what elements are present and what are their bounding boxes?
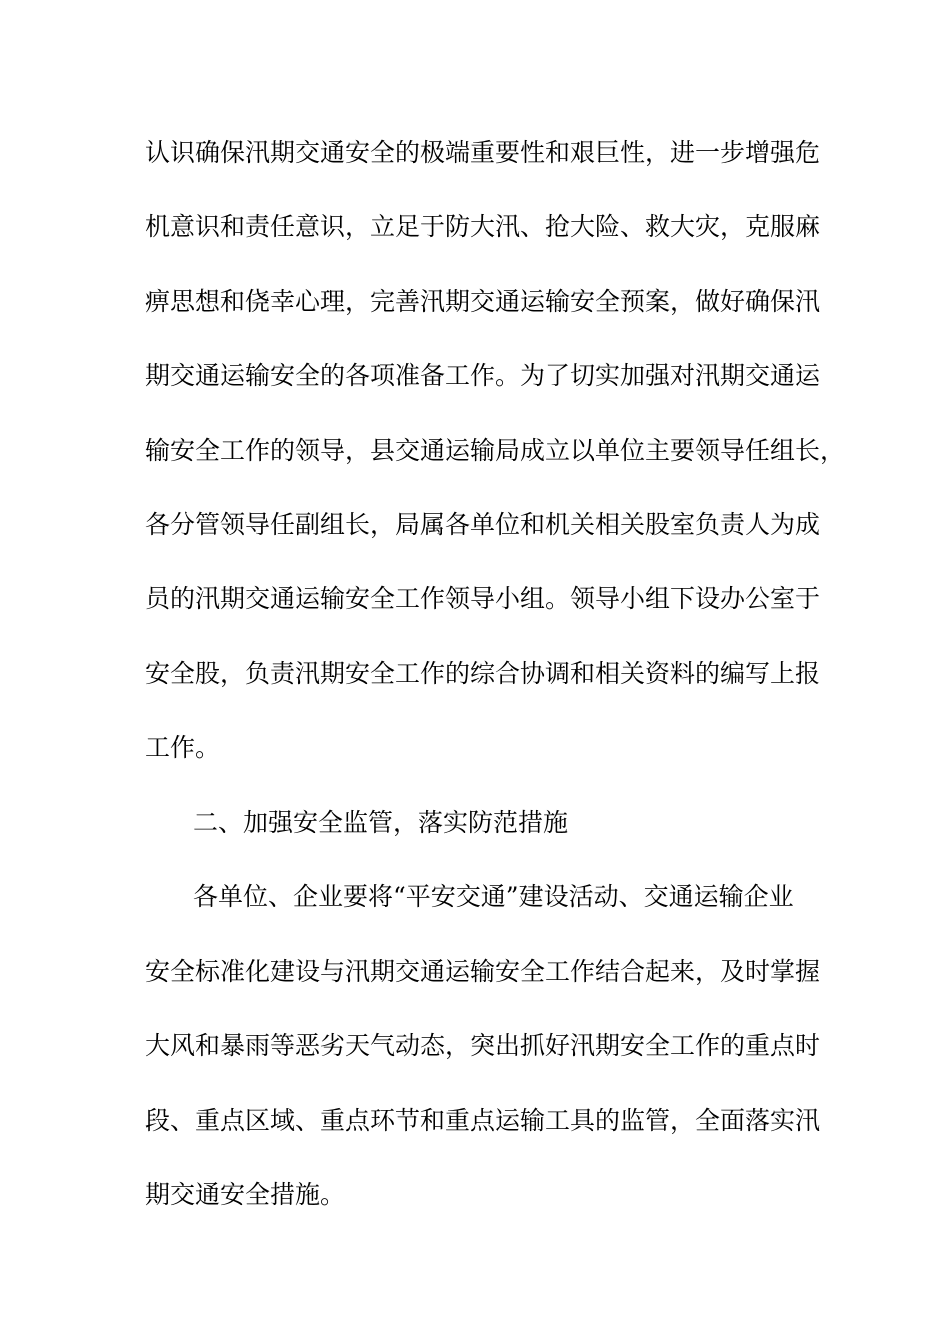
paragraph-2-line-1: 各单位、企业要将“平安交通”建设活动、交通运输企业 [193,882,794,911]
paragraph-1-line-1: 认识确保汛期交通安全的极端重要性和艰巨性，进一步增强危 [145,138,821,167]
paragraph-2-line-4: 段、重点区域、重点环节和重点运输工具的监管，全面落实汛 [145,1106,821,1135]
paragraph-1-line-6: 各分管领导任副组长，局属各单位和机关相关股室负责人为成 [145,510,821,539]
section-heading: 二、加强安全监管，落实防范措施 [193,808,569,837]
paragraph-1-line-8: 安全股，负责汛期安全工作的综合协调和相关资料的编写上报 [145,659,821,688]
paragraph-2-line-5: 期交通安全措施。 [145,1180,346,1209]
paragraph-1-line-2: 机意识和责任意识，立足于防大汛、抢大险、救大灾，克服麻 [145,212,821,241]
paragraph-1-line-4: 期交通运输安全的各项准备工作。为了切实加强对汛期交通运 [145,361,821,390]
paragraph-1-line-5: 输安全工作的领导，县交通运输局成立以单位主要领导任组长， [145,436,846,465]
paragraph-1-line-3: 痹思想和侥幸心理，完善汛期交通运输安全预案，做好确保汛 [145,287,821,316]
paragraph-2-line-3: 大风和暴雨等恶劣天气动态，突出抓好汛期安全工作的重点时 [145,1031,821,1060]
paragraph-1-line-9: 工作。 [145,733,221,762]
paragraph-2-line-2: 安全标准化建设与汛期交通运输安全工作结合起来，及时掌握 [145,957,821,986]
paragraph-1-line-7: 员的汛期交通运输安全工作领导小组。领导小组下设办公室于 [145,584,821,613]
